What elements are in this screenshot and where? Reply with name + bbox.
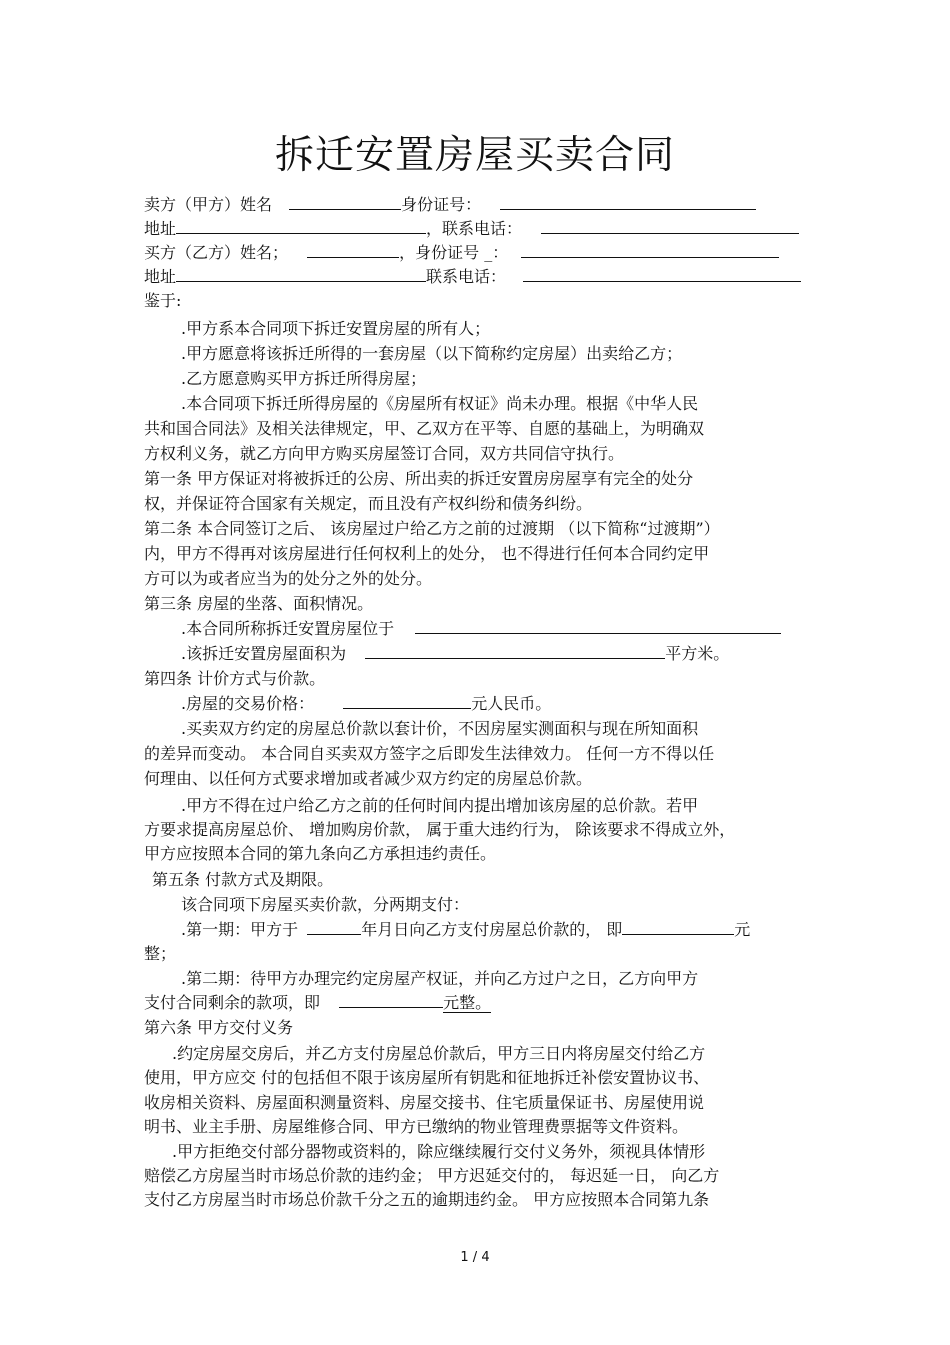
article-3-heading: 第三条 房屋的坐落、面积情况。 (144, 594, 374, 613)
seller-id-blank (500, 195, 756, 210)
article-4-price (181, 692, 551, 716)
second-payment-amount-blank (339, 993, 443, 1008)
first-payment-label: .第一期：甲方于 (181, 920, 299, 939)
article-6-text: 赔偿乙方房屋当时市场总价款的违约金； 甲方迟延交付的， 每迟延一日， 向乙方 (144, 1166, 720, 1185)
seller-address-label: 地址 (144, 219, 177, 238)
preamble-line: 共和国合同法》及相关法律规定，甲、乙双方在平等、自愿的基础上，为明确双 (144, 419, 705, 438)
article-4-text: 甲方应按照本合同的第九条向乙方承担违约责任。 (144, 844, 497, 863)
article-1-text: 权，并保证符合国家有关规定，而且没有产权纠纷和债务纠纷。 (144, 494, 593, 513)
buyer-name-label: 买方（乙方）姓名； (144, 243, 289, 262)
buyer-address-label: 地址 (144, 267, 177, 286)
seller-phone-label: ，联系电话： (426, 219, 523, 238)
article-6-text: 明书、业主手册、房屋维修合同、甲方已缴纳的物业管理费票据等文件资料。 (144, 1117, 689, 1136)
seller-id-label: 身份证号： (401, 195, 482, 214)
location-label: .本合同所称拆迁安置房屋位于 (181, 619, 395, 638)
article-6-text: 收房相关资料、房屋面积测量资料、房屋交接书、住宅质量保证书、房屋使用说 (144, 1093, 705, 1112)
first-payment-end: 整； (144, 944, 177, 963)
article-4-text: .甲方不得在过户给乙方之前的任何时间内提出增加该房屋的总价款。若甲 (181, 796, 699, 815)
article-2-text: 方可以为或者应当为的处分之外的处分。 (144, 569, 433, 588)
preamble-line: 方权利义务，就乙方向甲方购买房屋签订合同，双方共同信守执行。 (144, 444, 625, 463)
price-unit: 元人民币。 (471, 694, 552, 713)
price-blank (343, 694, 471, 709)
article-3-area (181, 642, 729, 666)
article-5-intro: 该合同项下房屋买卖价款，分两期支付： (181, 895, 470, 914)
article-1-text: 第一条 甲方保证对将被拆迁的公房、所出卖的拆迁安置房房屋享有完全的处分 (144, 469, 694, 488)
article-4-text: 方要求提高房屋总价、 增加购房价款， 属于重大违约行为， 除该要求不得成立外， (144, 820, 736, 839)
buyer-name-blank (307, 243, 399, 258)
buyer-id-blank (521, 243, 779, 258)
buyer-phone-label: 联系电话： (426, 267, 507, 286)
location-blank (415, 619, 781, 634)
first-payment-line (181, 918, 750, 942)
price-label: .房屋的交易价格： (181, 694, 315, 713)
seller-name-blank (289, 195, 401, 210)
preamble-label: 鉴于: (144, 291, 182, 310)
area-unit: 平方米。 (665, 644, 730, 663)
second-payment-line: .第二期：待甲方办理完约定房屋产权证，并向乙方过户之日，乙方向甲方 (181, 969, 699, 988)
article-4-heading: 第四条 计价方式与价款。 (144, 669, 326, 688)
area-label: .该拆迁安置房屋面积为 (181, 644, 347, 663)
article-5-heading: 第五条 付款方式及期限。 (152, 870, 334, 889)
article-2-text: 内，甲方不得再对该房屋进行任何权利上的处分， 也不得进行任何本合同约定甲 (144, 544, 710, 563)
second-payment-unit: 元整。 (443, 993, 492, 1012)
preamble-item: .本合同项下拆迁所得房屋的《房屋所有权证》尚未办理。根据《中华人民 (181, 394, 699, 413)
second-payment-label: 支付合同剩余的款项，即 (144, 993, 321, 1012)
preamble-item: .甲方愿意将该拆迁所得的一套房屋（以下简称约定房屋）出卖给乙方； (181, 344, 683, 363)
article-3-location (181, 617, 781, 641)
first-payment-text: 年月日向乙方支付房屋总价款的， 即 (361, 920, 623, 939)
first-payment-unit: 元 (734, 920, 751, 939)
article-4-text: 何理由、以任何方式要求增加或者减少双方约定的房屋总价款。 (144, 769, 593, 788)
buyer-id-label: ，身份证号 _： (399, 243, 509, 262)
article-6-text: 支付乙方房屋当时市场总价款千分之五的逾期违约金。 甲方应按照本合同第九条 (144, 1190, 710, 1209)
article-6-text: 使用，甲方应交 付的包括但不限于该房屋所有钥匙和征地拆迁补偿安置协议书、 (144, 1068, 710, 1087)
article-6-heading: 第六条 甲方交付义务 (144, 1018, 294, 1037)
area-blank (365, 644, 665, 659)
buyer-phone-blank (523, 267, 801, 282)
seller-line (144, 193, 756, 217)
page-number: 1 / 4 (460, 1250, 490, 1265)
page-title: 拆迁安置房屋买卖合同 (274, 133, 675, 178)
seller-address-line (144, 217, 799, 241)
preamble-item: .乙方愿意购买甲方拆迁所得房屋； (181, 369, 427, 388)
article-2-text: 第二条 本合同签订之后、 该房屋过户给乙方之前的过渡期 （以下简称“过渡期”） (144, 519, 720, 538)
buyer-address-line (144, 265, 801, 289)
article-4-text: 的差异而变动。 本合同自买卖双方签字之后即发生法律效力。 任何一方不得以任 (144, 744, 715, 763)
article-4-text: .买卖双方约定的房屋总价款以套计价，不因房屋实测面积与现在所知面积 (181, 719, 699, 738)
first-payment-amount-blank (622, 920, 734, 935)
preamble-item: .甲方系本合同项下拆迁安置房屋的所有人； (181, 319, 491, 338)
article-6-text: .甲方拒绝交付部分器物或资料的，除应继续履行交付义务外，须视具体情形 (172, 1142, 706, 1161)
article-6-text: .约定房屋交房后，并乙方支付房屋总价款后，甲方三日内将房屋交付给乙方 (172, 1044, 706, 1063)
seller-name-label: 卖方（甲方）姓名 (144, 195, 273, 214)
second-payment-line (144, 991, 491, 1015)
first-payment-date-blank (307, 920, 361, 935)
buyer-address-blank (176, 267, 426, 282)
seller-phone-blank (541, 219, 799, 234)
buyer-line (144, 241, 779, 265)
seller-address-blank (176, 219, 426, 234)
